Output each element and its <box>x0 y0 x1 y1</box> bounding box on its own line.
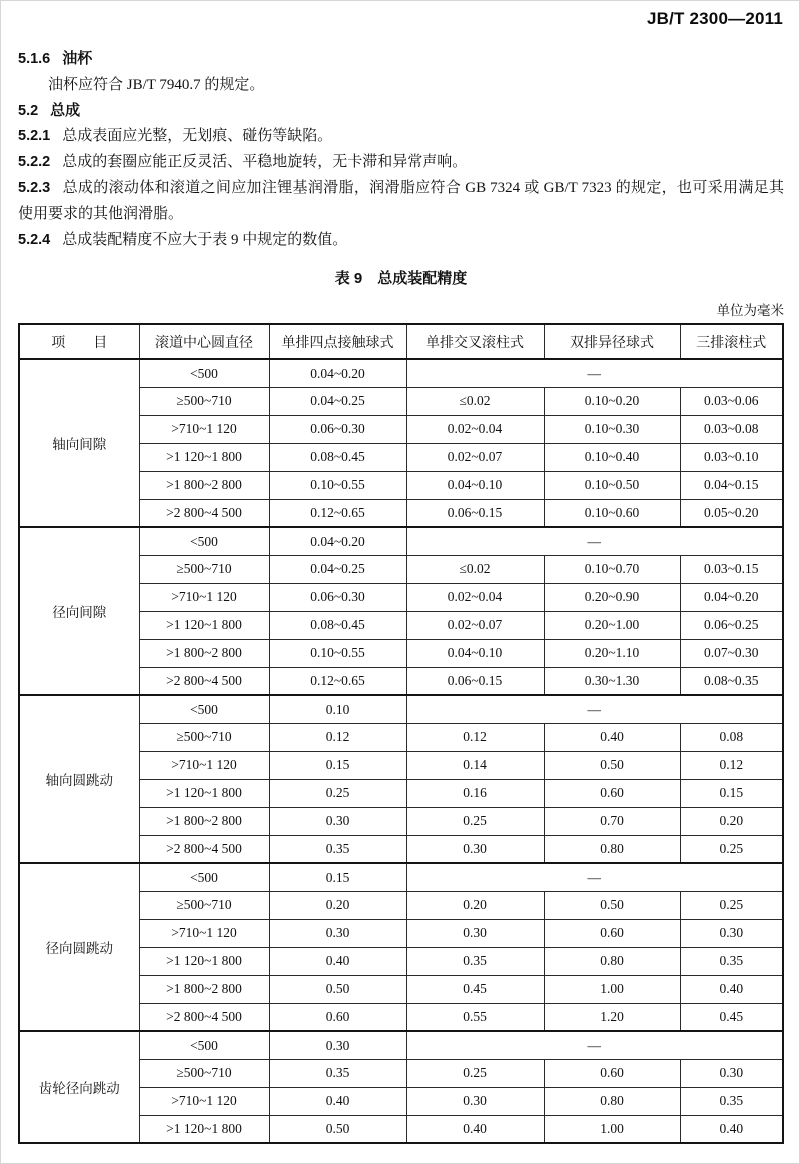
value-cell: 0.60 <box>544 779 680 807</box>
value-cell: 0.12~0.65 <box>269 499 406 527</box>
item-cell: 径向圆跳动 <box>19 863 139 1031</box>
value-cell: 0.50 <box>269 975 406 1003</box>
diameter-cell: <500 <box>139 1031 269 1059</box>
value-cell: — <box>406 527 783 555</box>
value-cell: 0.05~0.20 <box>680 499 783 527</box>
table-row <box>19 1031 783 1059</box>
value-cell: 0.80 <box>544 835 680 863</box>
heading-title: 油杯 <box>62 51 93 67</box>
value-cell: 0.03~0.08 <box>680 415 783 443</box>
diameter-cell: <500 <box>139 863 269 891</box>
value-cell: 0.15 <box>269 863 406 891</box>
value-cell: 0.45 <box>406 975 544 1003</box>
document-body <box>18 47 784 1144</box>
diameter-cell: >2 800~4 500 <box>139 667 269 695</box>
paragraph-5-1-6: 油杯应符合 JB/T 7940.7 的规定。 <box>48 76 265 93</box>
value-cell: 0.02~0.07 <box>406 443 544 471</box>
item-cell: 轴向圆跳动 <box>19 695 139 863</box>
value-cell: 0.30 <box>680 919 783 947</box>
value-cell: 0.03~0.06 <box>680 387 783 415</box>
diameter-cell: >1 120~1 800 <box>139 1115 269 1143</box>
value-cell: 0.16 <box>406 779 544 807</box>
value-cell: 0.10~0.55 <box>269 471 406 499</box>
value-cell: — <box>406 695 783 723</box>
value-cell: 0.50 <box>544 891 680 919</box>
value-cell: 0.06~0.15 <box>406 499 544 527</box>
value-cell: 0.60 <box>544 1059 680 1087</box>
value-cell: 0.08 <box>680 723 783 751</box>
value-cell: 0.20~1.10 <box>544 639 680 667</box>
table-header-row <box>19 324 783 359</box>
value-cell: 0.08~0.45 <box>269 443 406 471</box>
clause-5-2-1 <box>18 124 784 150</box>
value-cell: 0.35 <box>680 947 783 975</box>
table-row <box>19 359 783 387</box>
value-cell: 0.50 <box>269 1115 406 1143</box>
value-cell: 0.04~0.15 <box>680 471 783 499</box>
value-cell: 0.50 <box>544 751 680 779</box>
diameter-cell: >1 120~1 800 <box>139 779 269 807</box>
value-cell: 0.06~0.25 <box>680 611 783 639</box>
value-cell: 0.10~0.50 <box>544 471 680 499</box>
value-cell: ≤0.02 <box>406 555 544 583</box>
value-cell: 0.20 <box>406 891 544 919</box>
diameter-cell: >1 120~1 800 <box>139 443 269 471</box>
value-cell: 0.04~0.25 <box>269 555 406 583</box>
value-cell: 0.20 <box>680 807 783 835</box>
value-cell: 0.80 <box>544 1087 680 1115</box>
diameter-cell: ≥500~710 <box>139 387 269 415</box>
value-cell: 0.20~0.90 <box>544 583 680 611</box>
diameter-cell: >2 800~4 500 <box>139 499 269 527</box>
item-cell: 轴向间隙 <box>19 359 139 527</box>
value-cell: 0.35 <box>406 947 544 975</box>
value-cell: 0.07~0.30 <box>680 639 783 667</box>
value-cell: 0.25 <box>680 891 783 919</box>
value-cell: 0.35 <box>269 1059 406 1087</box>
value-cell: 0.30 <box>406 835 544 863</box>
diameter-cell: >710~1 120 <box>139 751 269 779</box>
diameter-cell: ≥500~710 <box>139 1059 269 1087</box>
value-cell: 0.15 <box>269 751 406 779</box>
diameter-cell: >710~1 120 <box>139 1087 269 1115</box>
value-cell: 0.12 <box>406 723 544 751</box>
value-cell: 0.10~0.40 <box>544 443 680 471</box>
clause-number: 5.2 <box>18 102 39 119</box>
clause-number: 5.2.1 <box>18 128 51 145</box>
value-cell: 0.08~0.45 <box>269 611 406 639</box>
diameter-cell: >2 800~4 500 <box>139 1003 269 1031</box>
unit-note: 单位为毫米 <box>716 303 784 319</box>
value-cell: 0.04~0.20 <box>269 527 406 555</box>
value-cell: 0.70 <box>544 807 680 835</box>
value-cell: 0.25 <box>406 807 544 835</box>
column-header-four-point-ball: 单排四点接触球式 <box>269 324 406 359</box>
heading-5-2 <box>18 99 784 125</box>
value-cell: 0.10~0.60 <box>544 499 680 527</box>
value-cell: 0.12~0.65 <box>269 667 406 695</box>
value-cell: — <box>406 863 783 891</box>
value-cell: ≤0.02 <box>406 387 544 415</box>
value-cell: 0.04~0.20 <box>680 583 783 611</box>
heading-5-1-6 <box>18 47 784 73</box>
diameter-cell: <500 <box>139 527 269 555</box>
value-cell: 0.02~0.07 <box>406 611 544 639</box>
diameter-cell: <500 <box>139 695 269 723</box>
value-cell: 0.10~0.30 <box>544 415 680 443</box>
table-row <box>19 527 783 555</box>
value-cell: 0.30 <box>406 1087 544 1115</box>
value-cell: 0.10 <box>269 695 406 723</box>
value-cell: 0.08~0.35 <box>680 667 783 695</box>
value-cell: 0.06~0.15 <box>406 667 544 695</box>
value-cell: 0.10~0.55 <box>269 639 406 667</box>
value-cell: 0.40 <box>406 1115 544 1143</box>
value-cell: 0.10~0.70 <box>544 555 680 583</box>
value-cell: 0.40 <box>269 947 406 975</box>
value-cell: — <box>406 1031 783 1059</box>
table-row <box>19 695 783 723</box>
column-header-diameter: 滚道中心圆直径 <box>139 324 269 359</box>
value-cell: 0.12 <box>680 751 783 779</box>
value-cell: 0.30 <box>269 807 406 835</box>
value-cell: 0.25 <box>269 779 406 807</box>
value-cell: 1.00 <box>544 975 680 1003</box>
value-cell: 0.04~0.10 <box>406 639 544 667</box>
value-cell: 0.04~0.25 <box>269 387 406 415</box>
diameter-cell: ≥500~710 <box>139 723 269 751</box>
value-cell: 0.20~1.00 <box>544 611 680 639</box>
table-row <box>19 863 783 891</box>
diameter-cell: >1 800~2 800 <box>139 639 269 667</box>
clause-number: 5.1.6 <box>18 51 51 67</box>
column-header-double-row-ball: 双排异径球式 <box>544 324 680 359</box>
value-cell: 0.15 <box>680 779 783 807</box>
column-header-item: 项 目 <box>19 324 139 359</box>
item-cell: 齿轮径向跳动 <box>19 1031 139 1143</box>
item-cell: 径向间隙 <box>19 527 139 695</box>
value-cell: 0.06~0.30 <box>269 415 406 443</box>
diameter-cell: ≥500~710 <box>139 555 269 583</box>
value-cell: 0.06~0.30 <box>269 583 406 611</box>
value-cell: 0.30 <box>680 1059 783 1087</box>
value-cell: 0.30 <box>269 1031 406 1059</box>
value-cell: 0.02~0.04 <box>406 415 544 443</box>
value-cell: 0.40 <box>680 975 783 1003</box>
diameter-cell: >1 120~1 800 <box>139 947 269 975</box>
value-cell: 0.10~0.20 <box>544 387 680 415</box>
value-cell: 0.30~1.30 <box>544 667 680 695</box>
value-cell: 0.04~0.20 <box>269 359 406 387</box>
column-header-cross-roller: 单排交叉滚柱式 <box>406 324 544 359</box>
value-cell: 0.35 <box>269 835 406 863</box>
clause-text: 总成的滚动体和滚道之间应加注锂基润滑脂，润滑脂应符合 GB 7324 或 GB/T 7323 的规定，也可采用满足其使用要求的其他润滑脂。 <box>18 179 784 222</box>
heading-title: 总成 <box>50 102 81 119</box>
value-cell: 0.12 <box>269 723 406 751</box>
value-cell: 0.30 <box>406 919 544 947</box>
diameter-cell: >710~1 120 <box>139 919 269 947</box>
clause-number: 5.2.4 <box>18 231 51 248</box>
value-cell: 0.40 <box>544 723 680 751</box>
diameter-cell: >710~1 120 <box>139 583 269 611</box>
value-cell: 0.45 <box>680 1003 783 1031</box>
value-cell: 0.40 <box>269 1087 406 1115</box>
diameter-cell: >1 120~1 800 <box>139 611 269 639</box>
value-cell: 0.80 <box>544 947 680 975</box>
value-cell: 0.25 <box>406 1059 544 1087</box>
value-cell: 0.55 <box>406 1003 544 1031</box>
diameter-cell: >1 800~2 800 <box>139 471 269 499</box>
clause-text: 总成的套圈应能正反灵活、平稳地旋转，无卡滞和异常声响。 <box>62 154 468 171</box>
clause-5-2-4 <box>18 228 784 254</box>
diameter-cell: >1 800~2 800 <box>139 807 269 835</box>
value-cell: 0.14 <box>406 751 544 779</box>
precision-table-body <box>19 359 783 1143</box>
diameter-cell: >1 800~2 800 <box>139 975 269 1003</box>
value-cell: 1.20 <box>544 1003 680 1031</box>
value-cell: 0.04~0.10 <box>406 471 544 499</box>
clause-5-2-3 <box>18 176 784 228</box>
value-cell: 0.60 <box>544 919 680 947</box>
diameter-cell: <500 <box>139 359 269 387</box>
value-cell: 0.03~0.15 <box>680 555 783 583</box>
value-cell: 0.20 <box>269 891 406 919</box>
value-cell: 1.00 <box>544 1115 680 1143</box>
value-cell: — <box>406 359 783 387</box>
column-header-triple-roller: 三排滚柱式 <box>680 324 783 359</box>
value-cell: 0.60 <box>269 1003 406 1031</box>
value-cell: 0.03~0.10 <box>680 443 783 471</box>
clause-number: 5.2.2 <box>18 154 51 171</box>
assembly-precision-table <box>18 323 784 1144</box>
value-cell: 0.02~0.04 <box>406 583 544 611</box>
value-cell: 0.25 <box>680 835 783 863</box>
diameter-cell: ≥500~710 <box>139 891 269 919</box>
diameter-cell: >710~1 120 <box>139 415 269 443</box>
table-caption: 表 9 总成装配精度 <box>334 270 468 288</box>
clause-number: 5.2.3 <box>18 179 51 196</box>
doc-number: JB/T 2300—2011 <box>646 9 783 28</box>
clause-5-2-2 <box>18 150 784 176</box>
value-cell: 0.35 <box>680 1087 783 1115</box>
clause-text: 总成表面应光整，无划痕、碰伤等缺陷。 <box>62 128 333 145</box>
diameter-cell: >2 800~4 500 <box>139 835 269 863</box>
value-cell: 0.30 <box>269 919 406 947</box>
value-cell: 0.40 <box>680 1115 783 1143</box>
clause-text: 总成装配精度不应大于表 9 中规定的数值。 <box>62 231 348 248</box>
